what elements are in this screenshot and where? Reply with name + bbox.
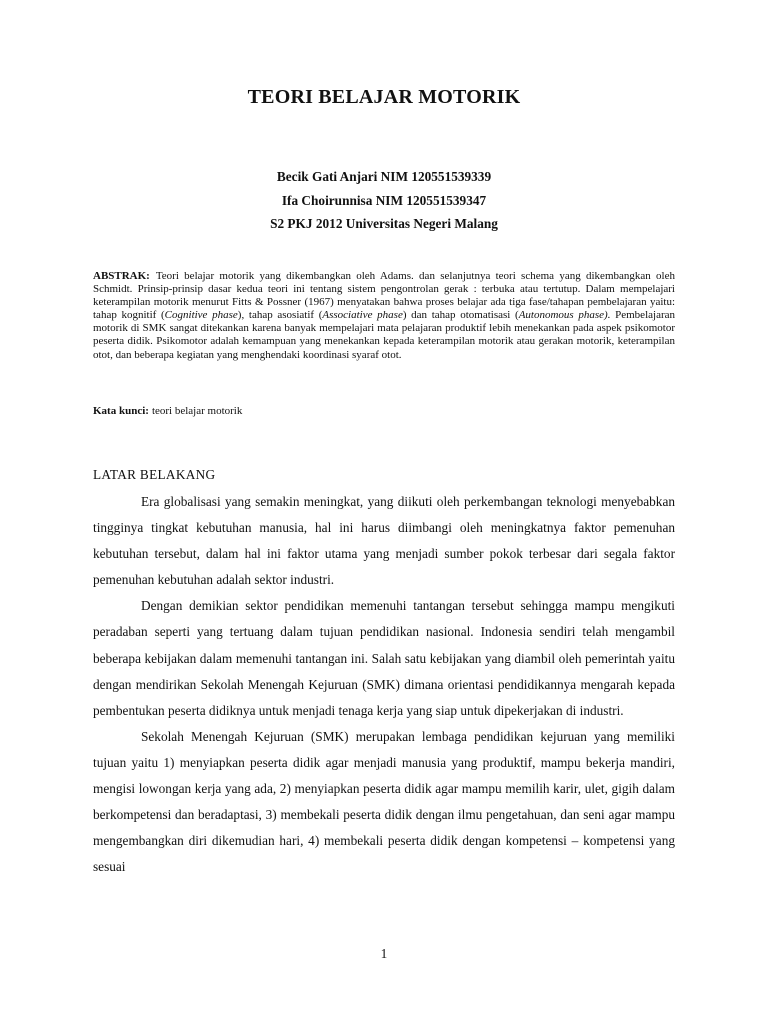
page-number: 1: [380, 946, 388, 961]
document-title: TEORI BELAJAR MOTORIK: [247, 86, 521, 108]
abstract-text-part: ) dan tahap otomatisasi (: [402, 309, 519, 322]
paragraph: Dengan demikian sektor pendidikan memenuhi tantangan tersebut sehingga mampu mengikuti peradaban seperti yang tertuang dalam tujuan pendidikan nasional. Indonesia sendiri telah mengambil beberapa kebijakan dalam memenuhi tantangan ini. Salah satu kebijakan yang diambil oleh pemerintah yaitu dengan mendirikan Sekolah Menengah Kejuruan (SMK) dimana orientasi pendidikannya mengarah kepada pembentukan peserta didiknya untuk menjadi tenaga kerja yang siap untuk dipekerjakan di industri.: [93, 598, 675, 718]
author-line-2: Ifa Choirunnisa NIM 120551539347: [281, 192, 487, 208]
abstract-term: Cognitive phase: [164, 309, 238, 322]
section-heading: LATAR BELAKANG: [93, 467, 216, 482]
body-text: [93, 489, 675, 880]
abstract-term: Associative phase: [322, 309, 403, 322]
paragraph: Sekolah Menengah Kejuruan (SMK) merupakan lembaga pendidikan kejuruan yang memiliki tujuan yaitu 1) menyiapkan peserta didik agar menjadi manusia yang produktif, mampu bekerja mandiri, mengisi lowongan kerja yang ada, 2) menyiapkan peserta didik agar mampu memilih karir, ulet, gigih dalam berkompetensi dan beradaptasi, 3) membekali peserta didik dengan ilmu pengetahuan, dan seni agar mampu mengembangkan diri dikemudian hari, 4) membekali peserta didik dengan kompetensi – kompetensi yang sesuai: [93, 728, 675, 875]
author-block: [0, 165, 768, 236]
abstract-text-part: ), tahap asosiatif (: [237, 309, 323, 322]
keywords-text: teori belajar motorik: [151, 405, 243, 417]
keywords: [93, 405, 675, 418]
affiliation-line: S2 PKJ 2012 Universitas Negeri Malang: [270, 216, 498, 231]
abstract-text-part: Teori belajar motorik yang dikembangkan oleh Adams. dan selanjutnya teori schema yang dikembangkan oleh Schmidt. Prinsip-prinsip dasar kedua teori ini tentang sistem pengontrolan gerak : terbuka atau tertutup. Dalam mempelajari keterampilan motorik menurut Fitts & Possner (1967) menyatakan bahwa proses belajar ada tiga fase/tahapan pembelajaran yaitu: tahap kognitif (: [93, 270, 675, 322]
paragraph: Era globalisasi yang semakin meningkat, yang diikuti oleh perkembangan teknologi menyebabkan tingginya tingkat kebutuhan manusia, hal ini harus diimbangi oleh meningkatnya faktor pemenuhan kebutuhan tersebut, dalam hal ini faktor utama yang menjadi sumber pokok terbesar dari segala faktor pemenuhan kebutuhan adalah sektor industri.: [93, 494, 675, 588]
keywords-label: Kata kunci:: [93, 405, 149, 417]
author-line-1: Becik Gati Anjari NIM 120551539339: [276, 169, 492, 184]
abstract-text-part: Pembelajaran motorik di SMK sangat ditekankan karena banyak mempelajari mata pelajaran produktif lebih menekankan pada aspek psikomotor peserta didik. Psikomotor adalah kemampuan yang menekankan kepada keterampilan motorik atau gerakan motorik, keterampilan otot, dan beberapa kegiatan yang menghendaki koordinasi syaraf otot.: [93, 309, 675, 361]
abstract-label: ABSTRAK:: [93, 270, 150, 282]
abstract-term: Autonomous phase).: [518, 309, 611, 322]
abstract: [93, 270, 675, 362]
